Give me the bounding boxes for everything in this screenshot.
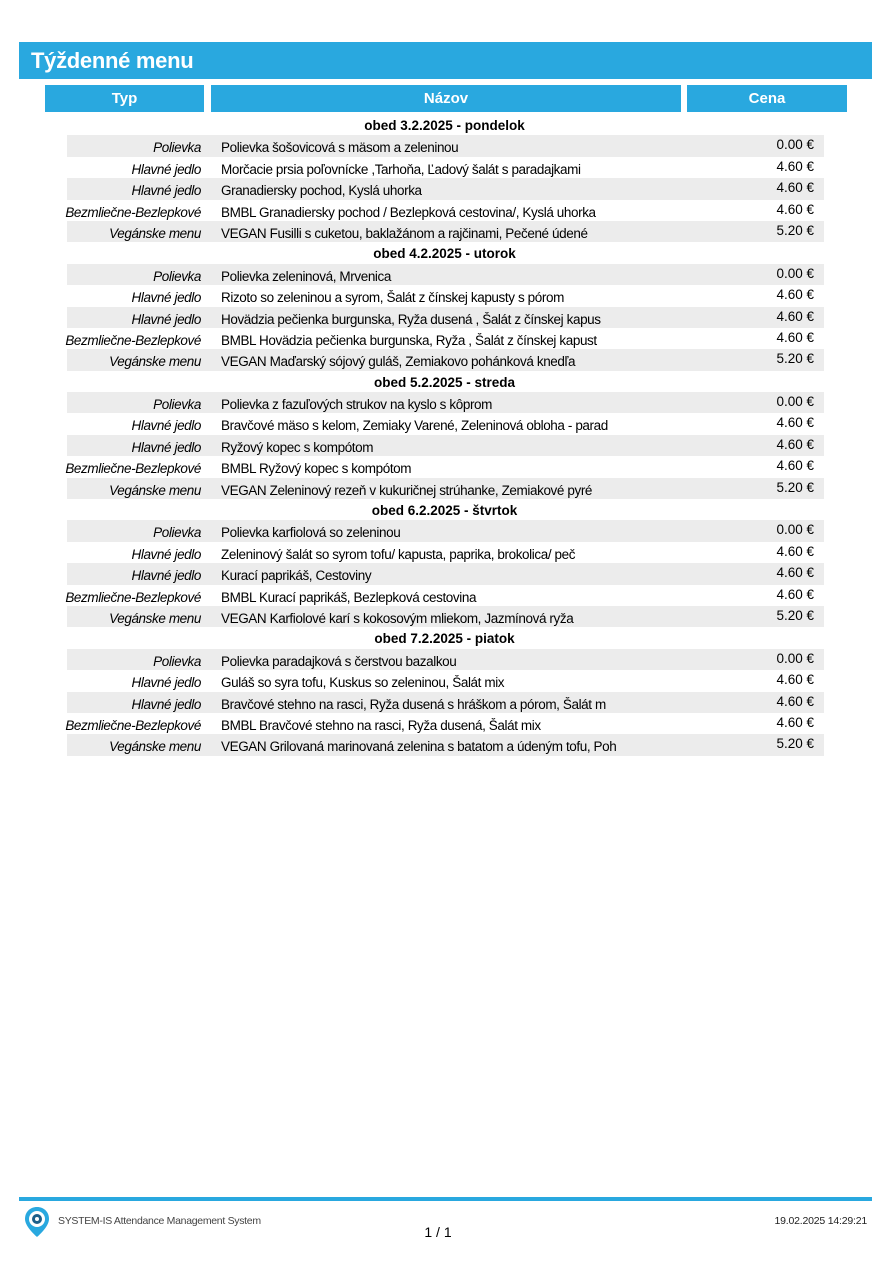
item-price: 4.60 € (776, 329, 814, 345)
item-type: Vegánske menu (109, 610, 201, 626)
table-row (0, 670, 889, 691)
item-type: Bezmliečne-Bezlepkové (65, 204, 201, 220)
day-heading: obed 6.2.2025 - štvrtok (371, 503, 518, 519)
item-price: 4.60 € (776, 458, 814, 474)
item-name: VEGAN Fusilli s cuketou, baklažánom a rajčinami, Pečené údené (221, 225, 588, 241)
item-price: 4.60 € (776, 201, 814, 217)
day-heading: obed 4.2.2025 - utorok (373, 246, 516, 262)
page-number: 1 / 1 (424, 1224, 452, 1240)
item-name: Morčacie prsia poľovnícke ,Tarhoňa, Ľadový šalát s paradajkami (221, 161, 581, 177)
table-row (0, 542, 889, 563)
item-type: Hlavné jedlo (131, 418, 201, 434)
item-name: Hovädzia pečienka burgunska, Ryža dusená , Šalát z čínskej kapus (221, 311, 601, 327)
item-price: 0.00 € (776, 265, 814, 281)
table-row (0, 563, 889, 584)
table-row (0, 734, 889, 755)
table-row (0, 157, 889, 178)
item-name: BMBL Granadiersky pochod / Bezlepková cestovina/, Kyslá uhorka (221, 204, 596, 220)
item-price: 5.20 € (776, 736, 814, 752)
item-type: Hlavné jedlo (131, 161, 201, 177)
item-type: Vegánske menu (109, 739, 201, 755)
item-name: VEGAN Zeleninový rezeň v kukuričnej strúhanke, Zemiakové pyré (221, 482, 593, 498)
item-type: Hlavné jedlo (131, 290, 201, 306)
table-row (0, 606, 889, 627)
item-price: 5.20 € (776, 479, 814, 495)
item-type: Hlavné jedlo (131, 311, 201, 327)
item-name: Rizoto so zeleninou a syrom, Šalát z čínskej kapusty s pórom (221, 290, 564, 306)
table-row (0, 478, 889, 499)
item-name: Polievka z fazuľových strukov na kyslo s kôprom (221, 397, 493, 413)
item-price: 4.60 € (776, 415, 814, 431)
item-type: Vegánske menu (109, 354, 201, 370)
table-row (0, 413, 889, 434)
item-type: Polievka (153, 268, 201, 284)
item-name: BMBL Kurací paprikáš, Bezlepková cestovina (221, 589, 477, 605)
item-type: Hlavné jedlo (131, 183, 201, 199)
item-name: Guláš so syra tofu, Kuskus so zeleninou, Šalát mix (221, 675, 505, 691)
table-row (0, 221, 889, 242)
day-heading: obed 5.2.2025 - streda (373, 374, 516, 390)
table-row (0, 649, 889, 670)
day-heading: obed 7.2.2025 - piatok (374, 631, 515, 647)
item-price: 4.60 € (776, 543, 814, 559)
item-type: Bezmliečne-Bezlepkové (65, 589, 201, 605)
table-row (0, 135, 889, 156)
item-price: 4.60 € (776, 565, 814, 581)
item-price: 0.00 € (776, 522, 814, 538)
day-heading: obed 3.2.2025 - pondelok (364, 118, 525, 133)
item-name: VEGAN Karfiolové karí s kokosovým mliekom, Jazmínová ryža (221, 610, 574, 626)
item-price: 5.20 € (776, 607, 814, 623)
item-type: Hlavné jedlo (131, 439, 201, 455)
print-timestamp: 19.02.2025 14:29:21 (774, 1215, 867, 1227)
item-name: BMBL Ryžový kopec s kompótom (221, 461, 412, 477)
item-price: 4.60 € (776, 158, 814, 174)
footer-system-name: SYSTEM-IS Attendance Management System (58, 1215, 261, 1227)
item-name: Polievka karfiolová so zeleninou (221, 525, 401, 541)
item-price: 4.60 € (776, 672, 814, 688)
item-price: 4.60 € (776, 436, 814, 452)
table-row (0, 392, 889, 413)
item-price: 0.00 € (776, 650, 814, 666)
item-name: Zeleninový šalát so syrom tofu/ kapusta, paprika, brokolica/ peč (221, 546, 576, 562)
item-price: 4.60 € (776, 586, 814, 602)
table-row (0, 349, 889, 370)
item-name: Bravčové stehno na rasci, Ryža dusená s hráškom a pórom, Šalát m (221, 696, 606, 712)
item-name: BMBL Bravčové stehno na rasci, Ryža dusená, Šalát mix (221, 717, 541, 733)
item-name: Ryžový kopec s kompótom (221, 439, 374, 455)
menu-table (0, 114, 889, 756)
item-type: Hlavné jedlo (131, 675, 201, 691)
item-price: 0.00 € (776, 394, 814, 410)
page-title: Týždenné menu (19, 42, 872, 79)
table-row (0, 435, 889, 456)
footer-divider (19, 1197, 872, 1201)
item-type: Hlavné jedlo (131, 546, 201, 562)
item-type: Polievka (153, 140, 201, 156)
item-type: Hlavné jedlo (131, 696, 201, 712)
table-row (0, 456, 889, 477)
item-name: VEGAN Grilovaná marinovaná zelenina s batatom a údeným tofu, Poh (221, 739, 617, 755)
table-row (0, 520, 889, 541)
table-row (0, 307, 889, 328)
column-header-cena: Cena (687, 85, 847, 112)
table-row (0, 713, 889, 734)
item-name: Polievka zeleninová, Mrvenica (221, 268, 391, 284)
item-name: Kurací paprikáš, Cestoviny (221, 568, 372, 584)
item-price: 4.60 € (776, 287, 814, 303)
column-header-typ: Typ (45, 85, 204, 112)
table-row (0, 285, 889, 306)
item-price: 4.60 € (776, 180, 814, 196)
item-price: 4.60 € (776, 714, 814, 730)
item-type: Vegánske menu (109, 482, 201, 498)
item-name: VEGAN Maďarský sójový guláš, Zemiakovo pohánková knedľa (221, 354, 576, 370)
item-price: 0.00 € (776, 137, 814, 153)
item-type: Bezmliečne-Bezlepkové (65, 717, 201, 733)
item-type: Polievka (153, 653, 201, 669)
item-type: Polievka (153, 397, 201, 413)
table-row (0, 264, 889, 285)
table-row (0, 200, 889, 221)
item-type: Hlavné jedlo (131, 568, 201, 584)
item-name: Bravčové mäso s kelom, Zemiaky Varené, Zeleninová obloha - parad (221, 418, 608, 434)
column-header-nazov: Názov (211, 85, 681, 112)
item-type: Polievka (153, 525, 201, 541)
table-row (0, 585, 889, 606)
item-type: Bezmliečne-Bezlepkové (65, 461, 201, 477)
table-row (0, 178, 889, 199)
item-name: Granadiersky pochod, Kyslá uhorka (221, 183, 422, 199)
item-type: Vegánske menu (109, 225, 201, 241)
item-name: Polievka šošovicová s mäsom a zeleninou (221, 140, 459, 156)
item-name: BMBL Hovädzia pečienka burgunska, Ryža , Šalát z čínskej kapust (221, 332, 597, 348)
item-price: 5.20 € (776, 351, 814, 367)
item-price: 4.60 € (776, 693, 814, 709)
table-row (0, 692, 889, 713)
item-name: Polievka paradajková s čerstvou bazalkou (221, 653, 457, 669)
table-row (0, 328, 889, 349)
item-type: Bezmliečne-Bezlepkové (65, 332, 201, 348)
item-price: 4.60 € (776, 308, 814, 324)
item-price: 5.20 € (776, 222, 814, 238)
